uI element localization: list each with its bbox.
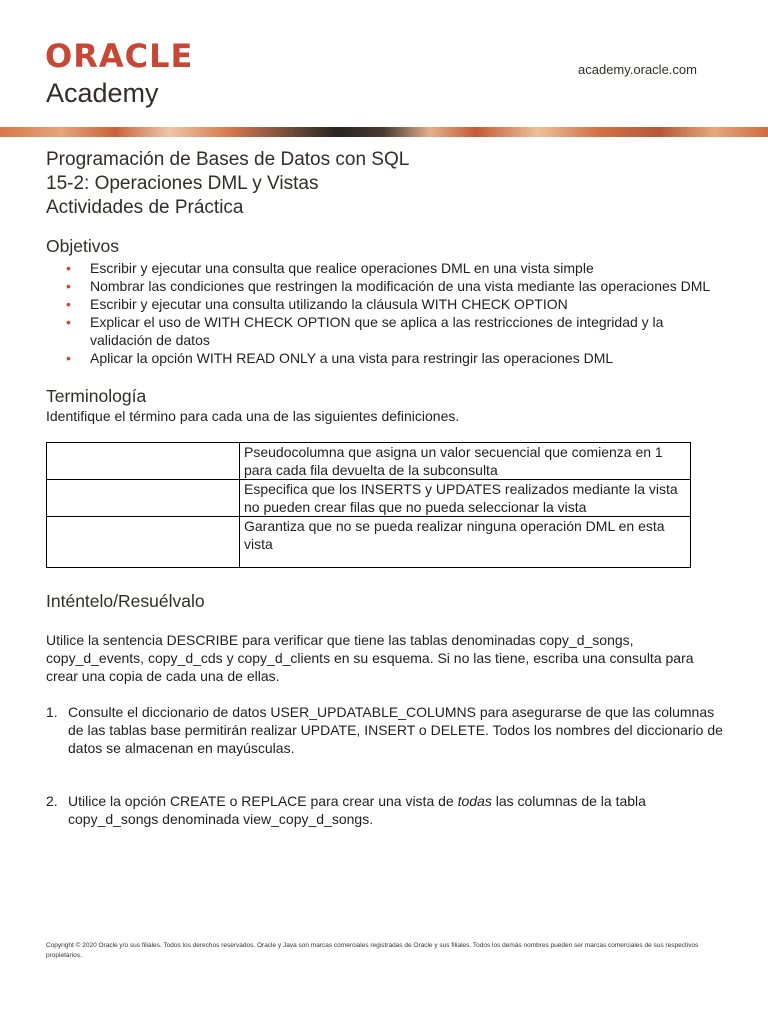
objective-item: • Aplicar la opción WITH READ ONLY a una vista para restringir las operaciones DML [66, 350, 614, 366]
bullet-icon: • [66, 278, 71, 294]
try-it-heading: Inténtelo/Resuélvalo [46, 591, 205, 611]
step-number: 2. [46, 793, 58, 809]
definition-cell: Garantiza que no se pueda realizar ninguna operación DML en esta vista [240, 517, 691, 568]
academy-label: Academy [46, 78, 159, 108]
table-row [47, 517, 691, 568]
step-item [46, 792, 726, 828]
site-url[interactable]: academy.oracle.com [578, 62, 697, 77]
step-text: Consulte el diccionario de datos USER_UPDATABLE_COLUMNS para asegurarse de que las columnas de las tablas base permitirán realizar UPDATE, INSERT o DELETE. Todos los nombres del diccionario de datos se almacenan en mayúsculas. [68, 704, 723, 756]
bullet-icon: • [66, 314, 71, 330]
term-answer-cell[interactable] [47, 443, 240, 480]
objective-item: • Escribir y ejecutar una consulta utilizando la cláusula WITH CHECK OPTION [66, 296, 568, 312]
step-text: Utilice la opción CREATE o REPLACE para crear una vista de todas las columnas de la tabla copy_d_songs denominada view_copy_d_songs. [68, 793, 646, 827]
lesson-title: 15-2: Operaciones DML y Vistas [46, 173, 319, 194]
decorative-banner [0, 127, 768, 137]
bullet-icon: • [66, 350, 71, 366]
objective-item: • Nombrar las condiciones que restringen la modificación de una vista mediante las operaciones DML [66, 278, 711, 294]
table-row [47, 443, 691, 480]
document-body [46, 148, 726, 828]
definition-cell: Especifica que los INSERTS y UPDATES realizados mediante la vista no pueden crear filas que no pueda seleccionar la vista [240, 480, 691, 517]
copyright-footer: Copyright © 2020 Oracle y/o sus filiales. Todos los derechos reservados. Oracle y Java son marcas comerciales registradas de Oracle y sus filiales. Todos los demás nombres pueden ser marcas comerciales de sus respectivos propietarios. [46, 942, 699, 959]
objective-item: • Explicar el uso de WITH CHECK OPTION que se aplica a las restricciones de integridad y la validación de datos [66, 314, 664, 348]
objectives-list [46, 259, 726, 367]
objective-item: • Escribir y ejecutar una consulta que realice operaciones DML en una vista simple [66, 260, 594, 276]
step-item [46, 703, 726, 757]
steps-list [46, 703, 726, 828]
terminology-heading: Terminología [46, 386, 147, 406]
oracle-logo: ORACLE [45, 37, 194, 75]
try-it-intro: Utilice la sentencia DESCRIBE para verificar que tiene las tablas denominadas copy_d_songs, copy_d_events, copy_d_cds y copy_d_clients en su esquema. Si no las tiene, escriba una consulta para crear una copia de cada una de ellas. [46, 632, 694, 684]
term-answer-cell[interactable] [47, 480, 240, 517]
document-title [46, 148, 726, 220]
step-number: 1. [46, 704, 58, 720]
terminology-table [46, 442, 691, 568]
terminology-intro: Identifique el término para cada una de las siguientes definiciones. [46, 408, 460, 424]
term-answer-cell[interactable] [47, 517, 240, 568]
bullet-icon: • [66, 260, 71, 276]
course-title: Programación de Bases de Datos con SQL [46, 149, 410, 170]
objectives-heading: Objetivos [46, 236, 119, 256]
table-row [47, 480, 691, 517]
activity-title: Actividades de Práctica [46, 197, 244, 218]
bullet-icon: • [66, 296, 71, 312]
page-header [0, 0, 768, 140]
definition-cell: Pseudocolumna que asigna un valor secuencial que comienza en 1 para cada fila devuelta de la subconsulta [240, 443, 691, 480]
